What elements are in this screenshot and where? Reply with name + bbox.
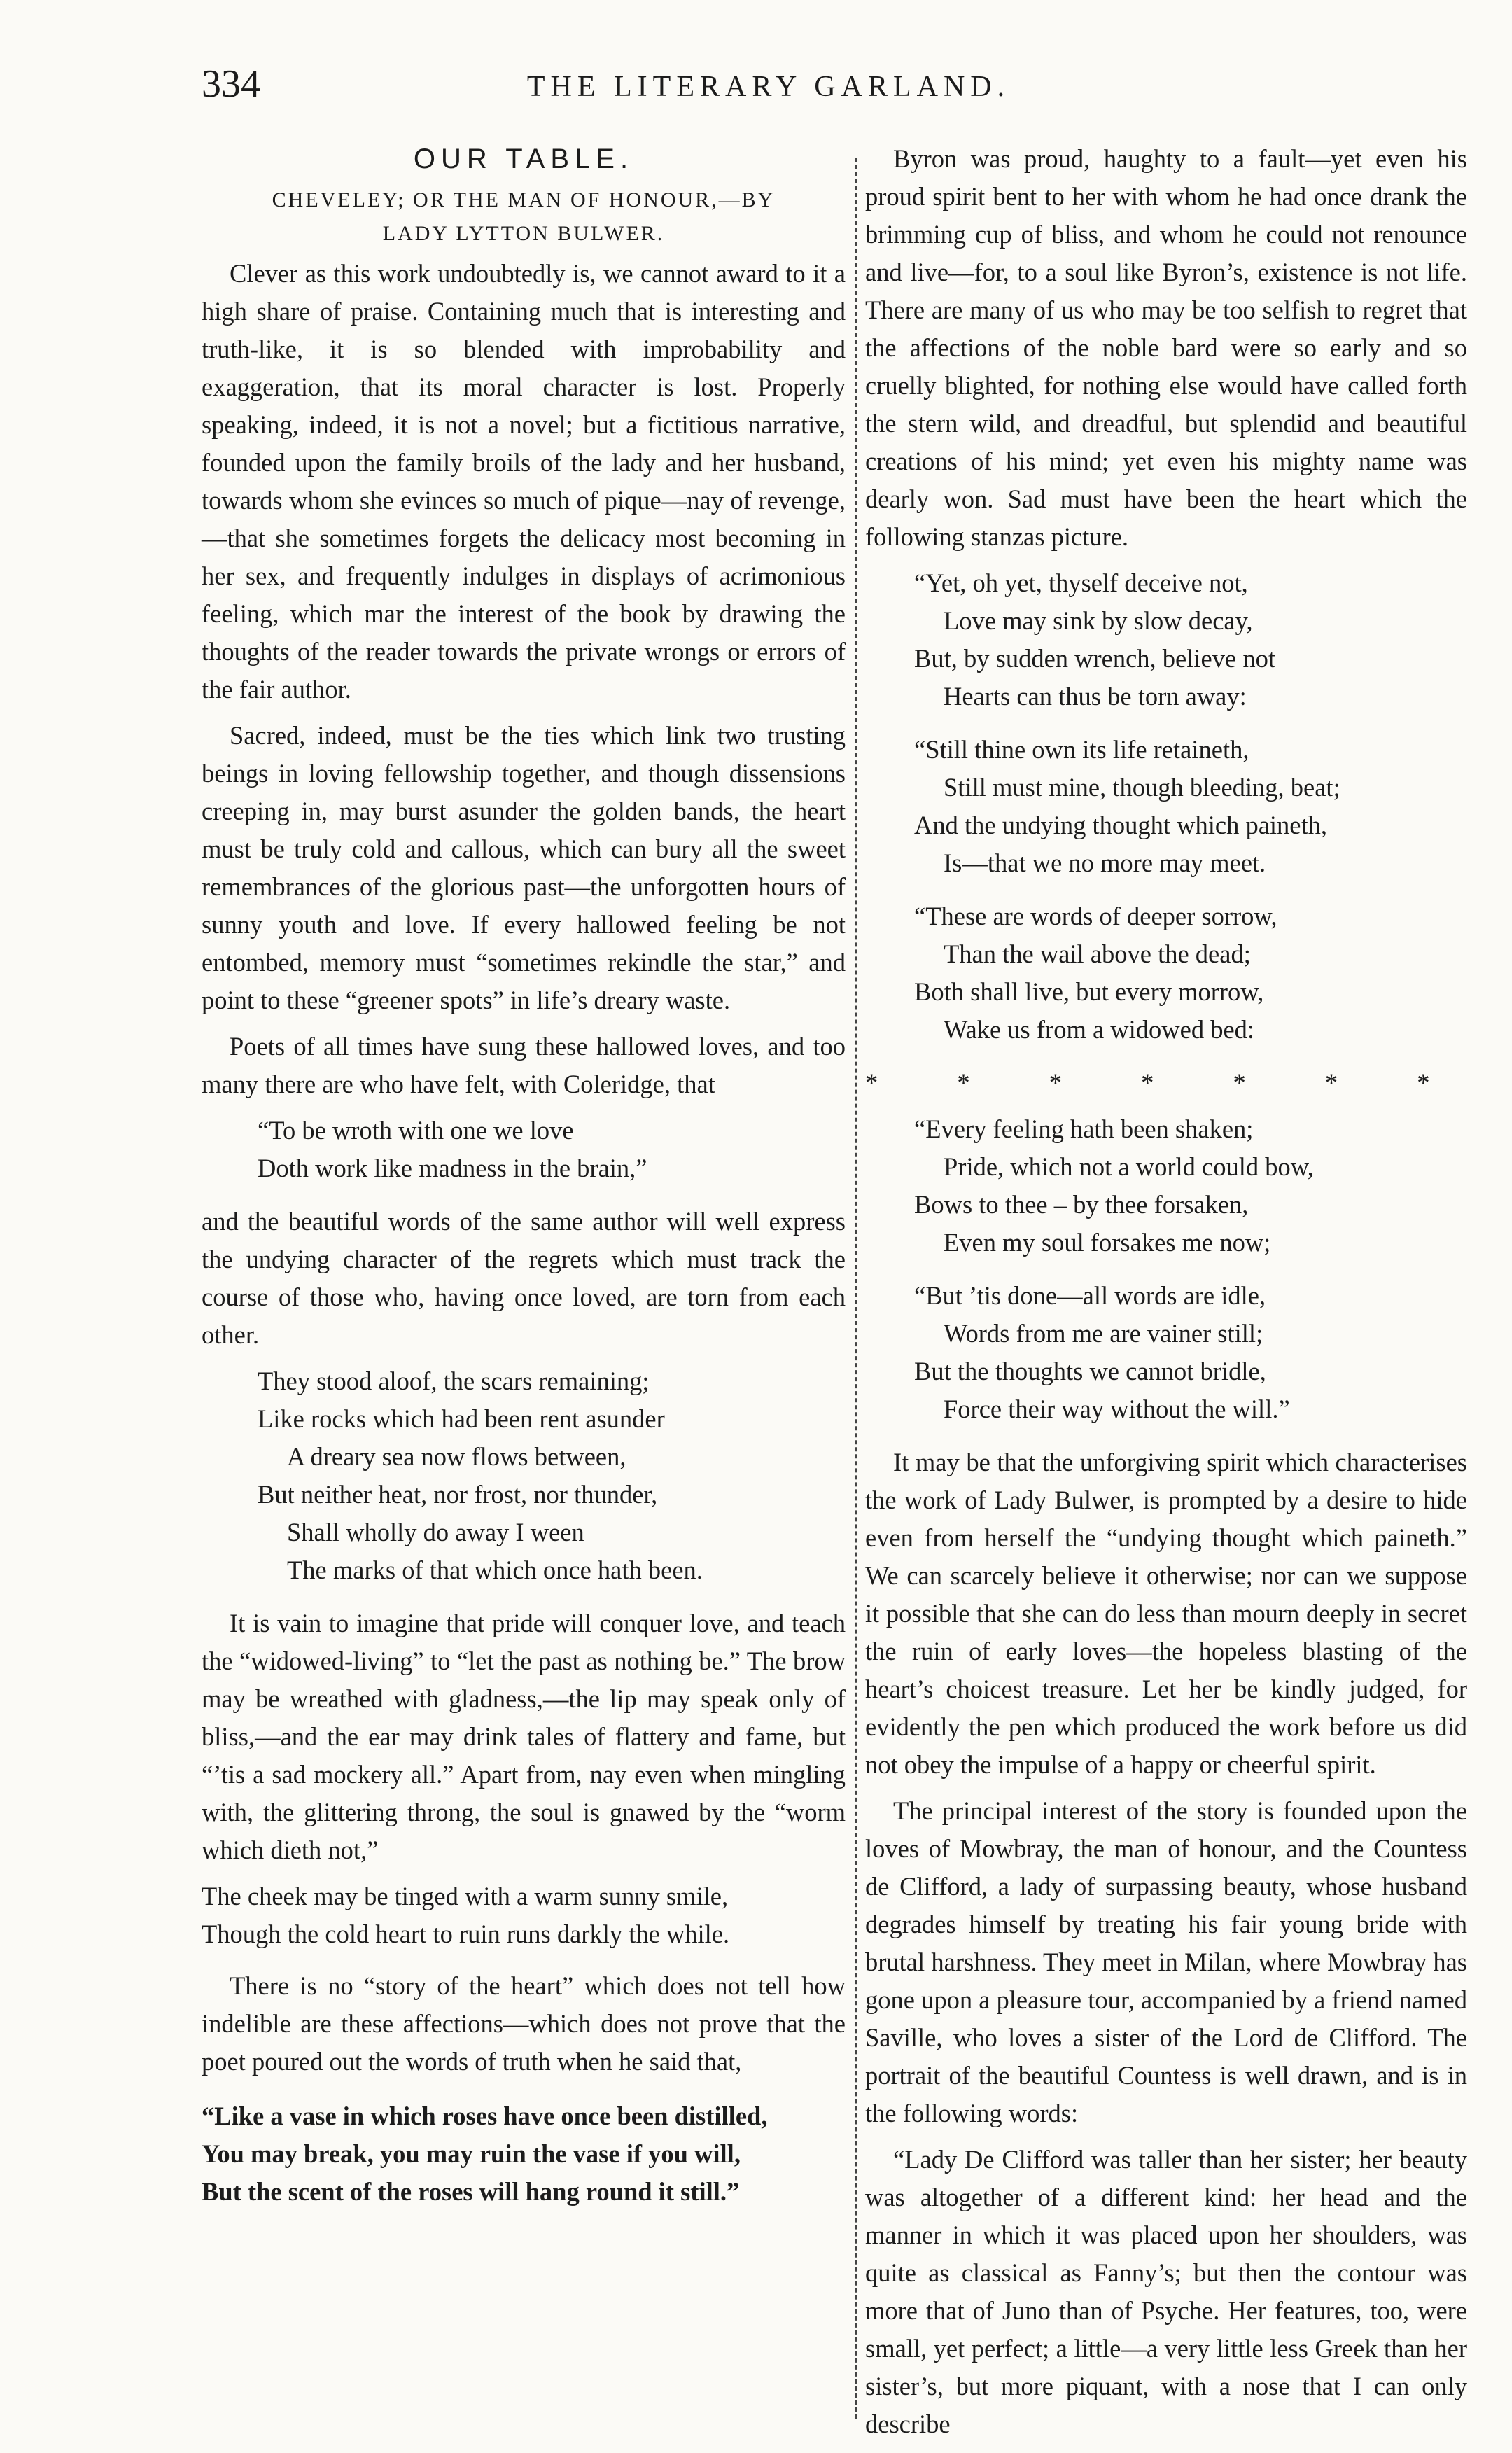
paragraph: There is no “story of the heart” which does not tell how indelible are these affections—which does not prove that the poet poured out the words of truth when he said that,	[202, 1971, 846, 2076]
quotation	[258, 1362, 846, 1589]
verse-line: Still must mine, though bleeding, beat;	[944, 773, 1340, 802]
verse-line: “To be wroth with one we love	[258, 1116, 574, 1145]
page-number: 334	[202, 62, 260, 106]
verse-line: “But ’tis done—all words are idle,	[914, 1281, 1266, 1310]
left-column	[202, 140, 846, 2425]
verse-line: But the thoughts we cannot bridle,	[914, 1357, 1266, 1385]
verse-line: But the scent of the roses will hang round it still.”	[202, 2177, 740, 2206]
paragraph: It is vain to imagine that pride will conquer love, and teach the “widowed-living” to “let the past as nothing be.” The brow may be wreathed with gladness,—the lip may speak only of bliss,—and the ear may drink tales of flattery and fame, but “’tis a sad mockery all.” Apart from, nay even when mingling with, the glittering throng, the soul is gnawed by the “worm which dieth not,”	[202, 1609, 846, 1864]
verse-line: Is—that we no more may meet.	[944, 848, 1266, 877]
paragraph: Clever as this work undoubtedly is, we cannot award to it a high share of praise. Containing much that is interesting and truth-like, it is so blended with improbability and exaggeration, that its moral character is lost. Properly speaking, indeed, it is not a novel; but a fictitious narrative, founded upon the family broils of the lady and her husband, towards whom she evinces so much of pique—nay of revenge,—that she sometimes forgets the delicacy most becoming in her sex, and frequently indulges in displays of acrimonious feeling, which mar the interest of the book by drawing the thoughts of the reader towards the private wrongs or errors of the fair author.	[202, 259, 846, 704]
column-divider	[855, 158, 857, 2419]
stanza	[914, 1277, 1467, 1428]
verse-line: A dreary sea now flows between,	[287, 1442, 626, 1471]
verse-line: Even my soul forsakes me now;	[944, 1228, 1271, 1257]
paragraph: Byron was proud, haughty to a fault—yet even his proud spirit bent to her with whom he had once drank the brimming cup of bliss, and whom he could not renounce and live—for, to a soul like Byron’s, existence is not life. There are many of us who may be too selfish to regret that the affections of the noble bard were so early and so cruelly blighted, for nothing else would have called forth the stern wild, and dreadful, but splendid and beautiful creations of his mind; yet even his mighty name was dearly won. Sad must have been the heart which the following stanzas picture.	[865, 144, 1467, 551]
verse-line: “These are words of deeper sorrow,	[914, 902, 1278, 930]
stanza	[914, 564, 1467, 715]
paragraph: It may be that the unforgiving spirit which characterises the work of Lady Bulwer, is prompted by a desire to hide even from herself the “undying thought which paineth.” We can scarcely believe it otherwise; nor can we suppose it possible that she can do less than mourn deeply in secret the ruin of early loves—the hopeless blasting of the heart’s choicest treasure. Let her be kindly judged, for evidently the pen which produced the work before us did not obey the impulse of a happy or cheerful spirit.	[865, 1448, 1467, 1779]
verse-line: Shall wholly do away I ween	[287, 1518, 584, 1546]
paragraph: The principal interest of the story is founded upon the loves of Mowbray, the man of honour, and the Countess de Clifford, a lady of surpassing beauty, whose husband degrades himself by treating his fair young bride with brutal harshness. They meet in Milan, where Mowbray has gone upon a pleasure tour, accompanied by a friend named Saville, who loves a sister of the Lord de Clifford. The portrait of the beautiful Countess is well drawn, and is in the following words:	[865, 1796, 1468, 2127]
running-title: THE LITERARY GARLAND.	[526, 71, 1011, 103]
review-title	[202, 183, 846, 251]
verse-line: Though the cold heart to ruin runs darkly the while.	[202, 1920, 730, 1948]
verse-line: Love may sink by slow decay,	[944, 606, 1253, 635]
page-header	[202, 62, 1504, 111]
verse-line: The marks of that which once hath been.	[287, 1556, 703, 1584]
verse-line: They stood aloof, the scars remaining;	[258, 1367, 650, 1395]
verse-line: Force their way without the will.”	[944, 1395, 1290, 1423]
verse-line: Than the wail above the dead;	[944, 939, 1251, 968]
verse-line: “Still thine own its life retaineth,	[914, 735, 1250, 764]
verse-line: Wake us from a widowed bed:	[944, 1015, 1255, 1044]
stanza	[914, 731, 1467, 882]
verse-line: Doth work like madness in the brain,”	[258, 1154, 648, 1182]
verse-line: But neither heat, nor frost, nor thunder,	[258, 1480, 658, 1509]
verse-line: But, by sudden wrench, believe not	[914, 644, 1275, 673]
verse-line: Pride, which not a world could bow,	[944, 1152, 1314, 1181]
stanza	[914, 897, 1467, 1049]
paragraph: Poets of all times have sung these hallowed loves, and too many there are who have felt, with Coleridge, that	[202, 1032, 846, 1098]
verse-line: “Every feeling hath been shaken;	[914, 1114, 1254, 1143]
asterisk-divider: * * * * * * *	[865, 1068, 1466, 1097]
review-title-line: CHEVELEY; OR THE MAN OF HONOUR,—BY	[272, 188, 776, 211]
stanza	[914, 1110, 1467, 1262]
quotation	[202, 2097, 846, 2211]
verse-line: Words from me are vainer still;	[944, 1319, 1264, 1348]
quotation	[258, 1112, 846, 1187]
verse-line: “Yet, oh yet, thyself deceive not,	[914, 568, 1248, 597]
paragraph: Sacred, indeed, must be the ties which link two trusting beings in loving fellowship together, and though dissensions creeping in, may burst asunder the golden bands, the heart must be truly cold and callous, which can bury all the sweet remembrances of the glorious past—the unforgotten hours of sunny youth and love. If every hallowed feeling be not entombed, memory must “sometimes rekindle the star,” and point to these “greener spots” in life’s dreary waste.	[202, 721, 846, 1014]
paragraph: “Lady De Clifford was taller than her sister; her beauty was altogether of a different kind: her head and the manner in which it was placed upon her shoulders, was quite as classical as Fanny’s; but then the contour was more that of Juno than of Psyche. Her features, too, were small, yet perfect; a little—a very little less Greek than her sister’s, but more piquant, with a nose that I can only describe	[865, 2145, 1467, 2438]
verse-line: Both shall live, but every morrow,	[914, 977, 1264, 1006]
verse-line: And the undying thought which paineth,	[914, 811, 1328, 839]
verse-line: Bows to thee – by thee forsaken,	[914, 1190, 1249, 1219]
verse-line: Hearts can thus be torn away:	[944, 682, 1247, 711]
quotation	[202, 1878, 846, 1953]
right-column	[865, 140, 1468, 2438]
section-title: OUR TABLE.	[413, 144, 634, 174]
verse-line: You may break, you may ruin the vase if you will,	[202, 2139, 741, 2168]
review-title-line: LADY LYTTON BULWER.	[382, 222, 665, 245]
verse-line: “Like a vase in which roses have once been distilled,	[202, 2102, 768, 2130]
verse-line: Like rocks which had been rent asunder	[258, 1404, 665, 1433]
verse-line: The cheek may be tinged with a warm sunny smile,	[202, 1882, 729, 1910]
paragraph: and the beautiful words of the same author will well express the undying character of the regrets which must track the course of those who, having once loved, are torn from each other.	[202, 1207, 846, 1349]
